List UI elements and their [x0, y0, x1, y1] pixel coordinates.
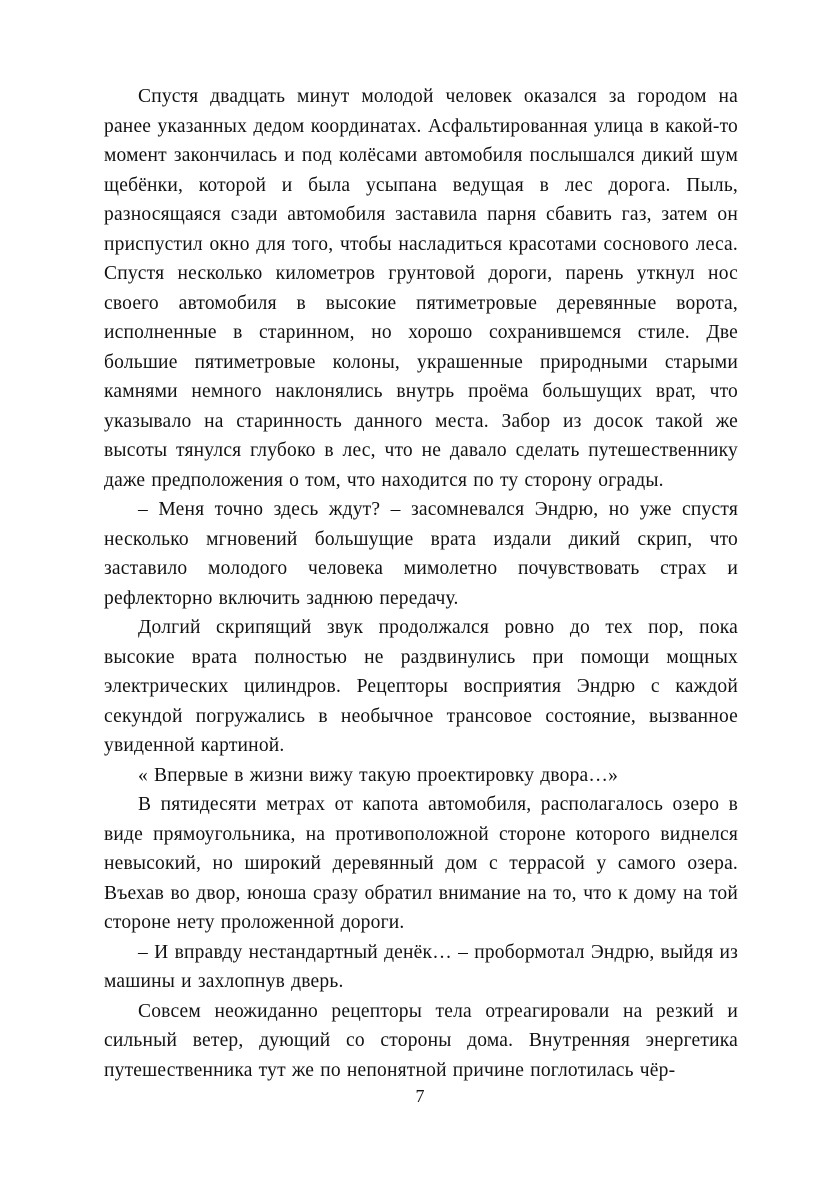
- paragraph: Спустя двадцать минут молодой человек оказался за городом на ранее указанных дедом координатах. Асфальтированная улица в какой-то момент закончилась и под колёсами автомобиля послышался дикий шум щебёнки, которой и была усыпана ведущая в лес дорога. Пыль, разносящаяся сзади автомобиля заставила парня сбавить газ, затем он приспустил окно для того, чтобы насладиться красотами соснового леса. Спустя несколько километров грунтовой дороги, парень уткнул нос своего автомобиля в высокие пятиметровые деревянные ворота, исполненные в старинном, но хорошо сохранившемся стиле. Две большие пятиметровые колоны, украшенные природными старыми камнями немного наклонялись внутрь проёма большущих врат, что указывало на старинность данного места. Забор из досок такой же высоты тянулся глубоко в лес, что не давало сделать путешественнику даже предположения о том, что находится по ту сторону ограды.: [104, 86, 738, 491]
- paragraph: – Меня точно здесь ждут? – засомневался Эндрю, но уже спустя несколько мгновений большущие врата издали дикий скрип, что заставило молодого человека мимолетно почувствовать страх и рефлекторно включить заднюю передачу.: [104, 499, 738, 609]
- paragraph: Совсем неожиданно рецепторы тела отреагировали на резкий и сильный ветер, дующий со стороны дома. Внутренняя энергетика путешественника тут же по непонятной причине поглотилась чёр-: [104, 1000, 738, 1081]
- text-block: [104, 82, 738, 1085]
- paragraph: – И вправду нестандартный денёк… – пробормотал Эндрю, выйдя из машины и захлопнув дверь.: [104, 941, 738, 992]
- paragraph: « Впервые в жизни вижу такую проектировку двора…»: [138, 764, 619, 786]
- paragraph: В пятидесяти метрах от капота автомобиля, располагалось озеро в виде прямоугольника, на противоположной стороне которого виднелся невысокий, но широкий деревянный дом с террасой у самого озера. Въехав во двор, юноша сразу обратил внимание на то, что к дому на той стороне нету проложенной дороги.: [104, 794, 738, 933]
- page-number: 7: [415, 1086, 425, 1106]
- paragraph: Долгий скрипящий звук продолжался ровно до тех пор, пока высокие врата полностью не раздвинулись при помощи мощных электрических цилиндров. Рецепторы восприятия Эндрю с каждой секундой погружались в необычное трансовое состояние, вызванное увиденной картиной.: [104, 617, 738, 756]
